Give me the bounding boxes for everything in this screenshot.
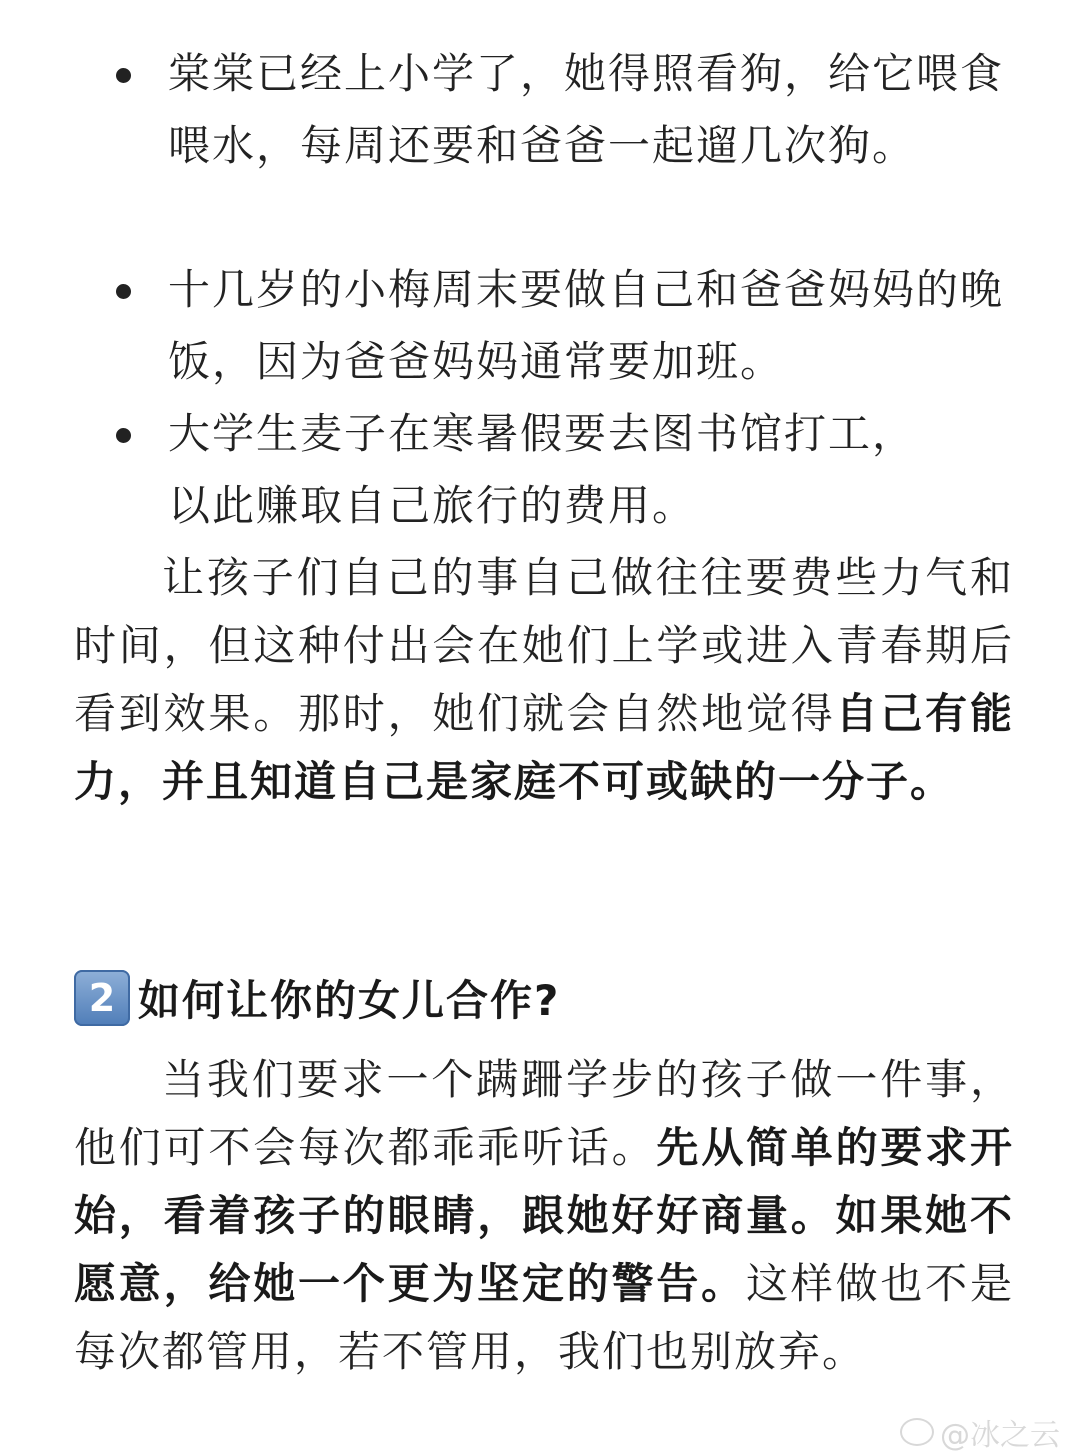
paragraph-text: 让孩子们自己的事自己做往往要费些力气和时间，但这种付出会在她们上学或进入青春期后看到效果。那时，她们就会自然地觉得	[74, 553, 1014, 738]
bullet-text: 大学生麦子在寒暑假要去图书馆打工，以此赚取自己旅行的费用。	[168, 409, 917, 530]
paragraph-text: 这样做也不是每次都管用，若不管用，我们也别放弃。	[74, 1259, 1014, 1376]
bullet-item	[0, 38, 1078, 254]
bullet-list	[0, 38, 1078, 542]
weibo-logo-icon	[900, 1418, 934, 1446]
bullet-item	[0, 254, 1078, 398]
section-title: 如何让你的女儿合作?	[138, 976, 561, 1025]
bullet-item	[0, 398, 1078, 542]
paragraph-self-reliance	[74, 544, 1014, 816]
bullet-dot-icon	[116, 428, 131, 443]
watermark	[900, 1410, 1060, 1454]
watermark-text: @冰之云	[940, 1418, 1060, 1453]
bullet-dot-icon	[116, 68, 131, 83]
paragraph-bold-text: 自己有能力，并且知道自己是家庭不可或缺的一分子。	[74, 689, 1014, 806]
bullet-dot-icon	[116, 284, 131, 299]
paragraph-cooperation	[74, 1046, 1014, 1386]
paragraph-text: 当我们要求一个蹒跚学步的孩子做一件事，他们可不会每次都乖乖听话。	[74, 1055, 1014, 1172]
section-heading	[74, 966, 560, 1030]
paragraph-bold-text: 先从简单的要求开始，看着孩子的眼睛，跟她好好商量。如果她不愿意，给她一个更为坚定的警告。	[74, 1123, 1014, 1308]
bullet-text: 十几岁的小梅周末要做自己和爸爸妈妈的晚饭，因为爸爸妈妈通常要加班。	[168, 265, 1005, 386]
bullet-text: 棠棠已经上小学了，她得照看狗，给它喂食喂水，每周还要和爸爸一起遛几次狗。	[168, 49, 1005, 170]
number-two-keycap-icon: 2	[74, 970, 130, 1026]
